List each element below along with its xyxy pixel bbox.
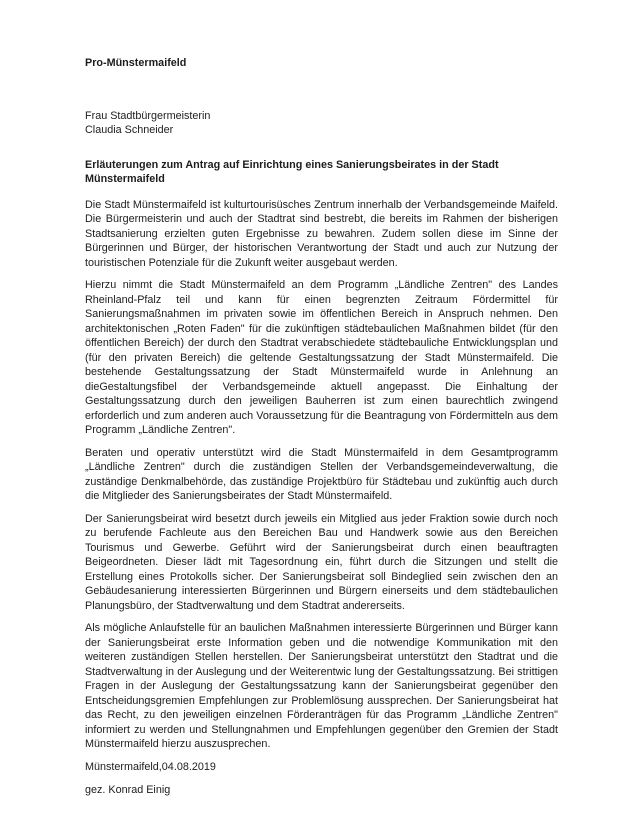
body-paragraph-1: Die Stadt Münstermaifeld ist kulturtourisüsches Zentrum innerhalb der Verbandsgemeinde Maifeld. Die Bürgermeisterin und auch der Stadtrat sind bestrebt, die bereits im Rahmen der bisherigen Stadtsanierung erzielten guten Ergebnisse zu bewahren. Zudem sollen diese im Sinne der Bürgerinnen und Bürger, der historischen Verantwortung der Stadt und auch zur Nutzung der touristischen Potenziale für die Zukunft weiter ausgebaut werden. [85, 198, 558, 269]
subject-line: Erläuterungen zum Antrag auf Einrichtung eines Sanierungsbeirates in der Stadt Münstermaifeld [85, 158, 499, 185]
body-paragraph-3: Beraten und operativ unterstützt wird die Stadt Münstermaifeld in dem Gesamtprogramm „Ländliche Zentren" durch die zuständigen Stellen der Verbandsgemeindeverwaltung, die zuständige Denkmalbehörde, das zuständige Projektbüro für Städtebau und zukünftig auch durch die Mitglieder des Sanierungsbeirates der Stadt Münstermaifeld. [85, 446, 558, 502]
signature-line: gez. Konrad Einig [85, 784, 171, 796]
body-paragraph-4: Der Sanierungsbeirat wird besetzt durch jeweils ein Mitglied aus jeder Fraktion sowie durch noch zu berufende Fachleute aus den Bereichen Bau und Handwerk sowie aus den Bereichen Tourismus und Gewerbe. Geführt wird der Sanierungsbeirat durch einen beauftragten Beigeordneten. Dieser lädt mit Tagesordnung ein, führt durch die Sitzungen und stellt die Erstellung eines Protokolls sicher. Der Sanierungsbeirat soll Bindeglied sein zwischen den an Gebäudesanierung interessierten Bürgerinnen und Bürgern einerseits und dem städtebaulichen Planungsbüro, der Stadtverwaltung und dem Stadtrat andererseits. [85, 512, 558, 612]
sender-name: Pro-Münstermaifeld [85, 57, 187, 69]
recipient-person: Claudia Schneider [85, 124, 174, 136]
date-line: Münstermaifeld,04.08.2019 [85, 760, 216, 773]
body-paragraph-2: Hierzu nimmt die Stadt Münstermaifeld an dem Programm „Ländliche Zentren" des Landes Rheinland-Pfalz teil und kann für einen begrenzten Zeitraum Fördermittel für Sanierungsmaßnahmen im privaten sowie im öffentlichen Bereich in Anspruch nehmen. Den architektonischen „Roten Faden" für die zukünftigen städtebaulichen Maßnahmen bildet (für den öffentlichen Bereich) der durch den Stadtrat verabschiedete städtebauliche Entwicklungsplan und (für den privaten Bereich) die geltende Gestaltungssatzung der Stadt Münstermaifeld. Die bestehende Gestaltungssatzung der Stadt Münstermaifeld wurde in Anlehnung an dieGestaltungsfibel der Verbandsgemeinde aktuell angepasst. Die Einhaltung der Gestaltungssatzung durch den jeweiligen Bauherren ist zum einen baurechtlich zwingend erforderlich und zum anderen auch Voraussetzung für die Beantragung von Fördermitteln aus dem Programm „Ländliche Zentren". [85, 279, 558, 436]
recipient-title: Frau Stadtbürgermeisterin [85, 109, 211, 122]
body-paragraph-5: Als mögliche Anlaufstelle für an baulichen Maßnahmen interessierte Bürgerinnen und Bürger kann der Sanierungsbeirat erste Information geben und die notwendige Kommunikation mit den weiteren zuständigen Stellen herstellen. Der Sanierungsbeirat unterstützt den Stadtrat und die Stadtverwaltung in der Auslegung und der Weiterentwic lung der Gestaltungssatzung. Bei strittigen Fragen in der Auslegung der Gestaltungssatzung kann der Sanierungsbeirat gegenüber den Entscheidungsgremien Empfehlungen zur Problemlösung aussprechen. Der Sanierungsbeirat hat das Recht, zu den jeweiligen einzelnen Förderanträgen für das Programm „Ländliche Zentren" informiert zu werden und Stellungnahmen und Empfehlungen gegenüber den Gremien der Stadt Münstermaifeld hierzu auszusprechen. [85, 622, 558, 750]
recipient-block [85, 109, 558, 138]
